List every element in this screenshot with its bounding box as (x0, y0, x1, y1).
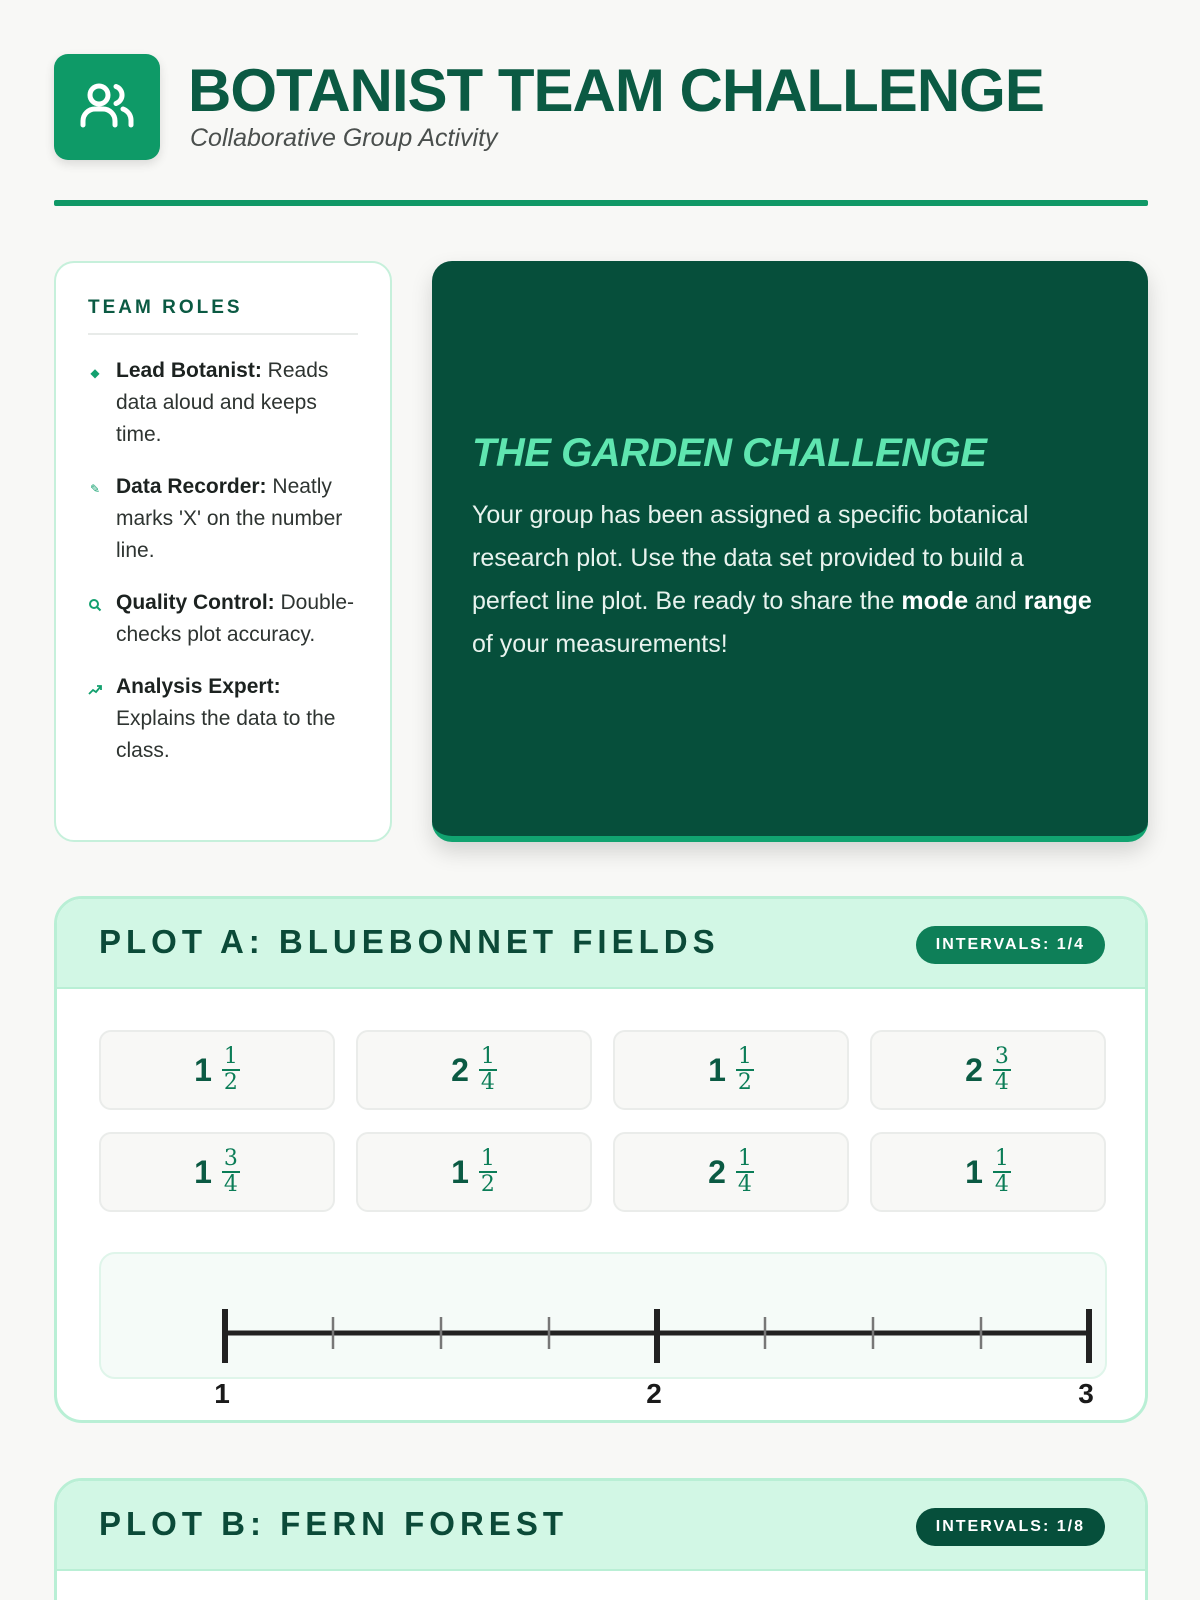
header (54, 54, 1148, 208)
fraction-denominator: 2 (737, 1070, 752, 1095)
measurement-card (870, 1132, 1106, 1212)
measurement-fraction (479, 1045, 497, 1095)
role-desc: Neatly marks 'X' on the number line. (116, 475, 343, 562)
fraction-numerator: 3 (994, 1044, 1009, 1069)
measurement-card (99, 1030, 335, 1110)
fraction-numerator: 1 (223, 1044, 238, 1069)
team-roles-heading: TEAM ROLES (88, 297, 358, 335)
measurement-whole: 2 (451, 1051, 469, 1088)
plot-a-header (57, 899, 1145, 989)
challenge-text-part: Your group has been assigned a specific botanical research plot. Use the data set provided to build a perfect line plot. Be ready to share the (472, 501, 1029, 615)
plot-b-header (57, 1481, 1145, 1571)
fraction-numerator: 3 (223, 1146, 238, 1171)
fraction-numerator: 1 (480, 1146, 495, 1171)
challenge-text-part: and (968, 587, 1024, 615)
fraction-denominator: 2 (480, 1172, 495, 1197)
measurement-card (356, 1132, 592, 1212)
plot-a-number-line[interactable] (99, 1252, 1107, 1420)
measurement-whole: 1 (451, 1153, 469, 1190)
measurement-whole: 1 (965, 1153, 983, 1190)
challenge-text-part: of your measurements! (472, 630, 728, 658)
measurement-fraction (479, 1147, 497, 1197)
measurement-card (99, 1132, 335, 1212)
measurement-fraction (736, 1045, 754, 1095)
measurement-whole: 2 (965, 1051, 983, 1088)
role-analysis-expert (88, 671, 358, 767)
leaf-icon: ◆ (90, 366, 100, 380)
measurement-fraction (736, 1147, 754, 1197)
measurement-whole: 1 (194, 1153, 212, 1190)
fraction-numerator: 1 (994, 1146, 1009, 1171)
measurement-card (870, 1030, 1106, 1110)
tick-label: 1 (214, 1378, 230, 1409)
role-name: Data Recorder: (116, 475, 267, 498)
page-subtitle: Collaborative Group Activity (190, 124, 498, 152)
role-name: Analysis Expert: (116, 675, 281, 698)
measurement-whole: 1 (708, 1051, 726, 1088)
plot-b-section (54, 1478, 1148, 1600)
pencil-icon: ✎ (89, 482, 101, 496)
role-data-recorder (88, 471, 358, 567)
challenge-text (472, 494, 1104, 666)
fraction-denominator: 4 (994, 1172, 1009, 1197)
fraction-denominator: 4 (223, 1172, 238, 1197)
measurement-card (613, 1030, 849, 1110)
plot-a-intervals-badge: INTERVALS: 1/4 (916, 926, 1105, 964)
measurement-fraction (993, 1147, 1011, 1197)
fraction-numerator: 1 (737, 1146, 752, 1171)
plot-b-intervals-badge: INTERVALS: 1/8 (916, 1508, 1105, 1546)
plot-b-title: PLOT B: FERN FOREST (99, 1505, 568, 1542)
logo (54, 54, 160, 160)
tick-label: 3 (1078, 1378, 1094, 1409)
users-icon (75, 75, 139, 139)
challenge-bold-mode: mode (901, 587, 969, 615)
measurement-card (356, 1030, 592, 1110)
fraction-denominator: 4 (480, 1070, 495, 1095)
plot-a-section (54, 896, 1148, 1423)
fraction-numerator: 1 (737, 1044, 752, 1069)
role-quality-control (88, 587, 358, 651)
role-desc: Explains the data to the class. (116, 707, 336, 762)
challenge-title: THE GARDEN CHALLENGE (472, 431, 987, 475)
fraction-denominator: 4 (994, 1070, 1009, 1095)
fraction-denominator: 2 (223, 1070, 238, 1095)
magnifier-icon (88, 598, 102, 612)
measurement-whole: 1 (194, 1051, 212, 1088)
plot-a-title: PLOT A: BLUEBONNET FIELDS (99, 923, 720, 960)
role-desc: Reads data aloud and keeps time. (116, 359, 329, 446)
challenge-bold-range: range (1023, 587, 1092, 615)
team-roles-card (54, 261, 392, 842)
measurement-fraction (222, 1045, 240, 1095)
plot-a-measurements (99, 1030, 1107, 1212)
fraction-denominator: 4 (737, 1172, 752, 1197)
trend-icon (88, 682, 102, 696)
header-divider (54, 200, 1148, 206)
measurement-whole: 2 (708, 1153, 726, 1190)
role-desc: Double-checks plot accuracy. (116, 591, 355, 646)
tick-label: 2 (646, 1378, 662, 1409)
role-name: Lead Botanist: (116, 359, 262, 382)
garden-challenge-card (432, 261, 1148, 842)
fraction-numerator: 1 (480, 1044, 495, 1069)
role-lead-botanist (88, 355, 358, 451)
measurement-fraction (222, 1147, 240, 1197)
measurement-fraction (993, 1045, 1011, 1095)
measurement-card (613, 1132, 849, 1212)
role-name: Quality Control: (116, 591, 275, 614)
page-title: BOTANIST TEAM CHALLENGE (188, 57, 1044, 124)
